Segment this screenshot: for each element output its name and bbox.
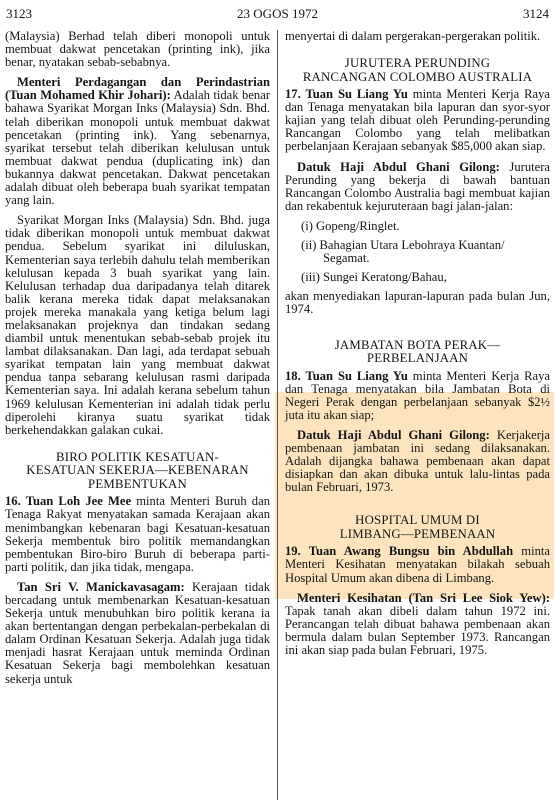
heading-line: JAMBATAN BOTA PERAK— bbox=[334, 337, 501, 352]
answer-paragraph bbox=[285, 161, 550, 213]
answer-text: Jurutera Perunding yang bekerja di bawah bantuan Rancangan Colombo Australia bagi membuat kajian dan rekabentuk kejuruteraan bagi jalan-jalan: bbox=[285, 159, 550, 213]
question-text: minta Menteri Kerja Raya dan Tenaga menyatakan bila Jambatan Bota di Negeri Perak dengan perbelanjaan sebanyak $2½ juta itu akan siap; bbox=[285, 368, 550, 422]
left-column bbox=[5, 30, 270, 800]
answer-text: Kerajaan tidak bercadang untuk membenarkan Kesatuan-kesatuan Sekerja untuk menubuhkan biro politik kerana ia akan bertentangan dengan perbekalan-perbekalan di dalam Ordinan Kesatuan Sekerja. Adalah juga tidak menjadi hasrat Kerajaan untuk meminda Ordinan Kesatuan Sekerja bagi membolehkan kesatuan sekerja untuk bbox=[5, 579, 271, 686]
header-date: 23 OGOS 1972 bbox=[237, 6, 318, 21]
list-item: (iii) Sungei Keratong/Bahau, bbox=[301, 270, 447, 285]
speaker-name: Datuk Haji Abdul Ghani Gilong: bbox=[297, 427, 490, 442]
speaker-name: 18. Tuan Su Liang Yu bbox=[285, 368, 408, 383]
answer-text: Kerjakerja pembenaan jambatan ini sedang dilaksanakan. Adalah dijangka bahawa pembenaan akan dapat disiapkan dan akan dibuka untuk lalu-lintas pada bulan Februari, 1973. bbox=[285, 427, 550, 495]
paragraph: Syarikat Morgan Inks (Malaysia) Sdn. Bhd. juga tidak diberikan monopoli untuk membuat dakwat pendua. Sebelum syarikat ini diluluskan, Kementerian saya terlebih dahulu telah memberikan kelulusan kepada 3 buah syarikat yang lain. Kelulusan terhadap dua daripadanya telah ditarek balik kerana mereka tidak dapat melaksanakan projek mereka manakala yang ketiga belum lagi melaksanakan projeknya dan tindakan sedang diambil untuk menentukan sebab-sebab projek itu lambat dilaksanakan. Dan lagi, ada terdapat sebuah syarikat tempatan lain yang membuat dakwat pendua tanpa sebarang kelulusan rasmi daripada Kementerian saya. Ini adalah kerana sebelum tahun 1969 kelulusan Kementerian ini adalah tidak perlu diperolehi kiranya suatu syarikat tidak berkehendakkan galakan cukai. bbox=[5, 213, 270, 437]
paragraph: akan menyediakan lapuran-lapuran pada bulan Jun, 1974. bbox=[285, 289, 550, 317]
list-item-continuation: Segamat. bbox=[323, 251, 370, 266]
heading-line: RANCANGAN COLOMBO AUSTRALIA bbox=[302, 69, 533, 84]
heading-line: KESATUAN SEKERJA—KEBENARAN bbox=[26, 463, 249, 478]
paragraph: (Malaysia) Berhad telah diberi monopoli untuk membuat dakwat pencetakan (printing ink), jika benar, nyatakan sebab-sebabnya. bbox=[5, 29, 270, 70]
answer-paragraph bbox=[285, 429, 550, 494]
speaker-name: 17. Tuan Su Liang Yu bbox=[285, 87, 408, 102]
section-heading bbox=[285, 57, 550, 84]
speaker-name: Menteri Kesihatan (Tan Sri Lee Siok Yew): bbox=[297, 590, 550, 605]
heading-line: HOSPITAL UMUM DI bbox=[355, 513, 480, 528]
heading-line: LIMBANG—PEMBENAAN bbox=[339, 526, 496, 541]
answer-text: Tapak tanah akan dibeli dalam tahun 1972 ini. Perancangan telah dibuat bahawa pembenaan akan bermula dalam bulan September 1973. Rancangan ini akan siap pada bulan Februari, 1975. bbox=[285, 603, 550, 657]
section-heading bbox=[285, 339, 550, 366]
heading-line: JURUTERA PERUNDING bbox=[344, 56, 491, 71]
question-text: minta Menteri Kesihatan menyatakan bilakah sebuah Hospital Umum akan dibena di Limbang. bbox=[285, 544, 550, 585]
speaker-name: Datuk Haji Abdul Ghani Gilong: bbox=[297, 159, 500, 174]
speaker-name: Tan Sri V. Manickavasagam: bbox=[17, 579, 185, 594]
question-text: minta Menteri Kerja Raya dan Tenaga menyatakan bila lapuran dan syor-syor kajian yang telah dibuat oleh Perunding-perunding Rancangan Colombo yang telah melibatkan perbelanjaan Kerajaan sebanyak $85,000 akan siap. bbox=[285, 87, 550, 154]
heading-line: BIRO POLITIK KESATUAN- bbox=[56, 449, 219, 464]
column-divider bbox=[277, 30, 278, 800]
page-number-left: 3123 bbox=[6, 6, 32, 21]
question-paragraph bbox=[285, 370, 550, 422]
answer-paragraph bbox=[5, 76, 270, 207]
list-item-text: (ii) Bahagian Utara Lebohraya Kuantan/ bbox=[301, 238, 505, 253]
question-paragraph bbox=[5, 495, 270, 574]
list-item: (i) Gopeng/Ringlet. bbox=[301, 218, 400, 233]
right-column bbox=[285, 30, 550, 800]
page-header bbox=[6, 6, 549, 24]
question-paragraph bbox=[285, 545, 550, 584]
question-text: minta Menteri Buruh dan Tenaga Rakyat menyatakan samada Kerajaan akan menimbangkan kebenaran bagi Kesatuan-kesatuan Sekerja membentuk biro politik memandangkan pembentukan Biro-biro Buruh di beberapa parti-parti politik, dan jika tidak, mengapa. bbox=[5, 494, 270, 574]
answer-paragraph bbox=[285, 592, 550, 657]
page-number-right: 3124 bbox=[523, 6, 549, 21]
highlighted-content bbox=[285, 339, 550, 495]
question-paragraph bbox=[285, 88, 550, 153]
speaker-name: 16. Tuan Loh Jee Mee bbox=[5, 494, 132, 509]
section-heading bbox=[5, 451, 270, 492]
answer-paragraph bbox=[5, 581, 270, 686]
section-heading bbox=[285, 514, 550, 541]
speaker-name: Menteri Perdagangan dan Perindastrian (Tuan Mohamed Khir Johari): bbox=[5, 75, 270, 103]
heading-line: PERBELANJAAN bbox=[366, 351, 469, 365]
heading-line: PEMBENTUKAN bbox=[88, 476, 187, 491]
answer-text: Adalah tidak benar bahawa Syarikat Morgan Inks (Malaysia) Sdn. Bhd. telah diberikan monopoli untuk membuat dakwat pencetakan (printing ink). Yang sebenarnya, syarikat tersebut telah diberikan kelulusan untuk membuat dakwat pendua (duplicating ink) dan bukannya dakwat pencetakan. Dakwat pencetakan adalah dibuat oleh beberapa buah syarikat tempatan yang lain. bbox=[5, 88, 270, 208]
speaker-name: 19. Tuan Awang Bungsu bin Abdullah bbox=[285, 544, 514, 559]
list-item bbox=[285, 239, 550, 265]
paragraph: menyertai di dalam pergerakan-pergerakan politik. bbox=[285, 29, 541, 43]
